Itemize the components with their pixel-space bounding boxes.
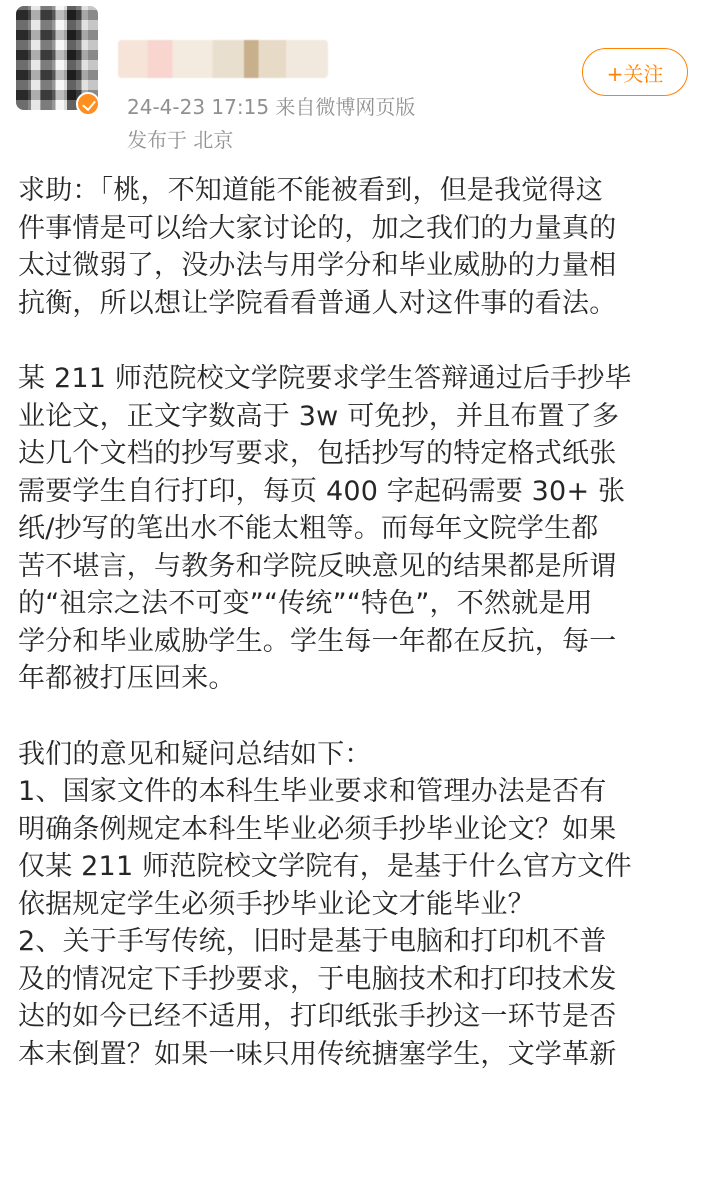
paragraph-2 (18, 360, 692, 698)
content-line: 1、国家文件的本科生毕业要求和管理办法是否有 (18, 776, 607, 807)
content-line: 苦不堪言，与教务和学院反映意见的结果都是所谓 (18, 550, 617, 582)
post-time-source: 24-4-23 17:15 来自微博网页版 (127, 95, 416, 119)
content-line: 求助：「桃，不知道能不能被看到，但是我觉得这 (18, 175, 603, 206)
content-line: 业论文，正文字数高于 3w 可免抄，并且布置了多 (18, 400, 620, 432)
content-line: 达几个文档的抄写要求，包括抄写的特定格式纸张 (18, 438, 617, 469)
content-line: 仅某 211 师范院校文学院有，是基于什么官方文件 (18, 851, 632, 882)
content-line: 我们的意见和疑问总结如下： (18, 738, 372, 770)
post-header (0, 0, 710, 150)
content-line: 本末倒置？如果一味只用传统搪塞学生，文学革新 (18, 1038, 617, 1070)
paragraph-3 (18, 736, 692, 1074)
paragraph-1 (18, 172, 692, 322)
follow-button[interactable]: +关注 (582, 48, 688, 96)
post-content (18, 172, 692, 1073)
username-blurred[interactable] (118, 40, 328, 78)
post-location: 发布于 北京 (127, 128, 234, 152)
paragraph-gap (18, 698, 692, 736)
paragraph-gap (18, 322, 692, 360)
content-line: 达的如今已经不适用，打印纸张手抄这一环节是否 (18, 1001, 617, 1032)
content-line: 太过微弱了，没办法与用学分和毕业威胁的力量相 (18, 250, 617, 281)
content-line: 抗衡，所以想让学院看看普通人对这件事的看法。 (18, 287, 617, 319)
content-line: 纸/抄写的笔出水不能太粗等。而每年文院学生都 (18, 513, 599, 544)
content-line: 明确条例规定本科生毕业必须手抄毕业论文？如果 (18, 813, 617, 845)
content-line: 某 211 师范院校文学院要求学生答辩通过后手抄毕 (18, 363, 632, 394)
content-line: 依据规定学生必须手抄毕业论文才能毕业？ (18, 888, 535, 920)
content-line: 的“祖宗之法不可变”“传统”“特色”，不然就是用 (18, 588, 593, 619)
verified-badge-icon (76, 92, 100, 116)
content-line: 需要学生自行打印，每页 400 字起码需要 30+ 张 (18, 475, 626, 507)
content-line: 2、关于手写传统，旧时是基于电脑和打印机不普 (18, 926, 607, 957)
content-line: 年都被打压回来。 (18, 663, 236, 694)
content-line: 及的情况定下手抄要求，于电脑技术和打印技术发 (18, 963, 617, 995)
content-line: 件事情是可以给大家讨论的，加之我们的力量真的 (18, 212, 617, 244)
content-line: 学分和毕业威胁学生。学生每一年都在反抗，每一 (18, 625, 617, 657)
